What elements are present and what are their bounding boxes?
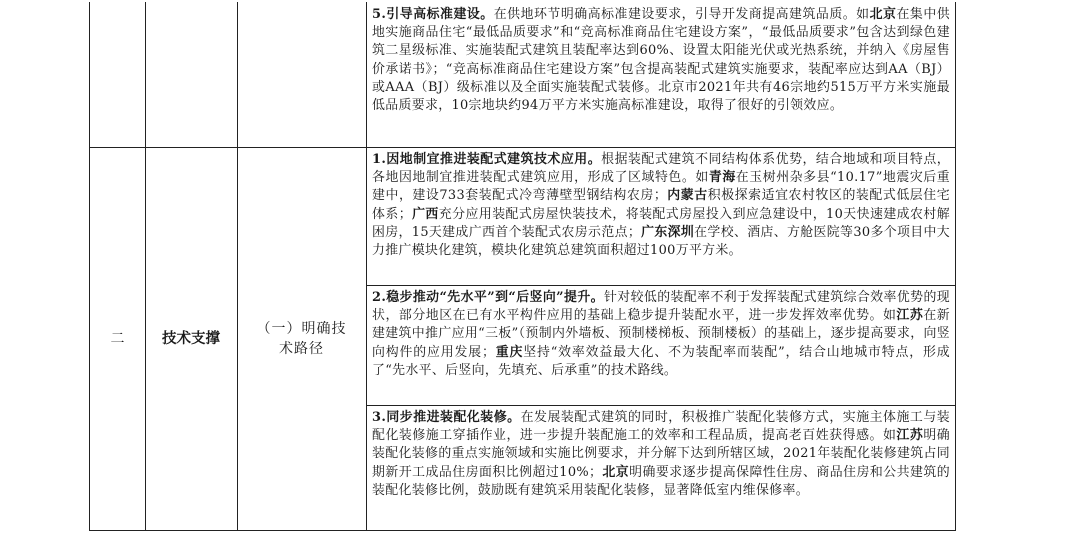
category-label: 技术支撑	[162, 331, 220, 347]
section-index-cell	[90, 147, 145, 531]
category-cell	[145, 147, 237, 531]
column-divider	[366, 2, 367, 530]
item-5-paragraph	[368, 6, 954, 115]
item-1-heading: 1.因地制宜推进装配式建筑技术应用。	[372, 152, 602, 167]
subcategory-cell	[237, 147, 366, 531]
item-1-paragraph	[368, 151, 954, 260]
item-3-text-a: 在发展装配式建筑的同时，积极推广装配化装修方式，实施主体施工与装配化装修施工穿插作业，进一步提升装配施工的效率和工程品质，提高老百姓获得感。如	[372, 410, 950, 444]
item-1-text-e: 在学校、酒店、方舱医院等30多个项目中大力推广模块化建筑，模块化建筑总建筑面积超过100万平方米。	[372, 224, 950, 259]
item-1-region-qinghai: 青海	[708, 170, 736, 186]
item-2-paragraph	[368, 289, 954, 380]
item-5-text-a: 在供地环节明确高标准建设要求，引导开发商提高建筑品质。如	[493, 7, 870, 22]
item-3-region-beijing: 北京	[602, 464, 630, 480]
item-3-region-jiangsu: 江苏	[896, 428, 924, 444]
item-1-text-c: 积极探索适宜农村牧区的装配式低层住宅体系；	[372, 188, 950, 222]
item-1-region-guangxi: 广西	[411, 206, 439, 222]
item-5-region: 北京	[869, 7, 897, 22]
item-5-text-b: 在集中供地实施商品住宅“最低品质要求”和“竞高标准商品住宅建设方案”，“最低品质要求”包含达到绿色建筑二星级标准、实施装配式建筑且装配率达到60%、设置太阳能光伏或光热系统，并纳入《房屋售价承诺书》；“竞高标准商品住宅建设方案”包含提高装配式建筑实施要求，装配率应达到AA（BJ）或AAA（BJ）级标准以及全面实施装配式装修。北京市2021年共有46宗地约515万平方米实施最低品质要求，10宗地块约94万平方米实施高标准建设，取得了很好的引领效应。	[372, 7, 950, 114]
subcategory-label: （一）明确技术路径	[256, 321, 347, 357]
item-2-text-a: 针对较低的装配率不利于发挥装配式建筑综合效率优势的现状，部分地区在已有水平构件应用的基础上稳步提升装配水平，进一步发挥效率优势。如	[372, 290, 950, 324]
policy-table	[89, 2, 956, 531]
row-divider	[366, 405, 955, 406]
item-1-region-shenzhen: 广东深圳	[641, 224, 695, 240]
item-3-heading: 3.同步推进装配化装修。	[372, 410, 521, 425]
item-1-text-b: 在玉树州杂多县“10.17”地震灾后重建中，建设733套装配式冷弯薄壁型钢结构农房；	[372, 170, 951, 204]
item-2-text-b: 在新建建筑中推广应用“三板”（预制内外墙板、预制楼梯板、预制楼板）的基础上，逐步提高要求，向竖向构件的应用发展；	[372, 308, 950, 360]
item-2-region-jiangsu: 江苏	[896, 308, 924, 324]
row-divider	[366, 285, 955, 286]
item-5-heading: 5.引导高标准建设。	[372, 7, 494, 22]
section-index: 二	[110, 331, 125, 347]
item-1-region-neimenggu: 内蒙古	[667, 188, 708, 204]
item-2-text-c: 坚持“效率效益最大化、不为装配率而装配”，结合山地城市特点，形成了“先水平、后竖向，先填充、后承重”的技术路线。	[372, 344, 950, 378]
item-3-text-b: 明确装配化装修的重点实施领域和实施比例要求，并分解下达到所辖区域，2021年装配化装修建筑占同期新开工成品住房面积比例超过10%；	[372, 428, 950, 480]
item-2-region-chongqing: 重庆	[495, 344, 524, 360]
item-1-text-d: 充分应用装配式房屋快装技术，将装配式房屋投入到应急建设中，10天快速建成农村解困房，15天建成广西首个装配式农房示范点；	[372, 206, 950, 240]
item-3-paragraph	[368, 409, 954, 500]
item-3-text-c: 明确要求逐步提高保障性住房、商品住房和公共建筑的装配化装修比例，鼓励既有建筑采用装配化装修，显著降低室内维保修率。	[372, 464, 951, 498]
item-1-text-a: 根据装配式建筑不同结构体系优势，结合地域和项目特点，各地因地制宜推进装配式建筑应用，形成了区域特色。如	[372, 152, 950, 186]
item-2-heading: 2.稳步推动“先水平”到“后竖向”提升。	[372, 290, 604, 305]
